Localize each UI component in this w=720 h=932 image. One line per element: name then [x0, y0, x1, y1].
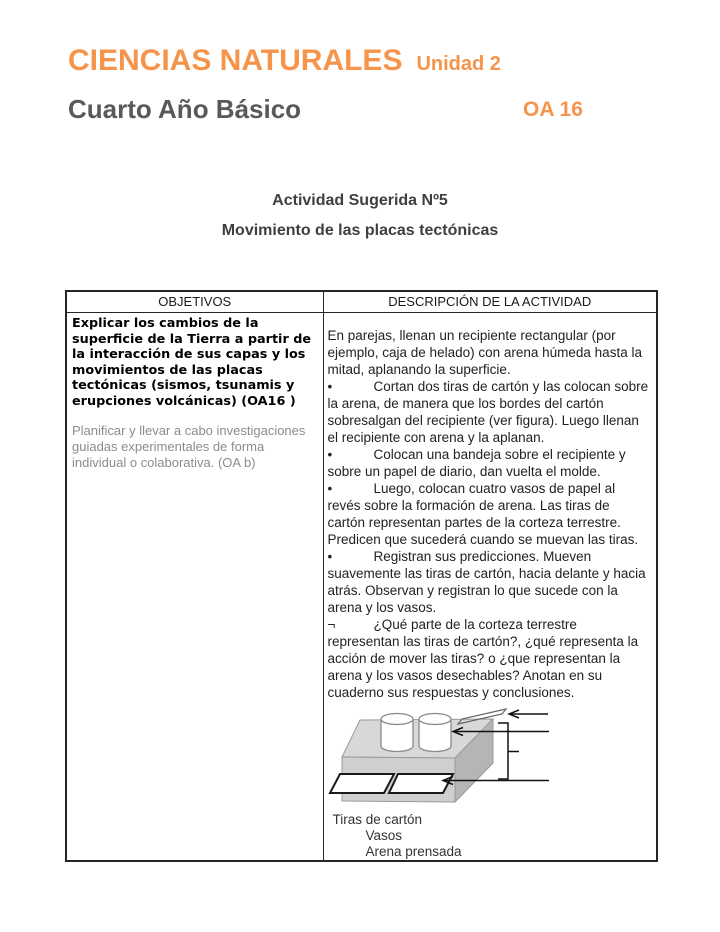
objective-secondary-text: Planificar y llevar a cabo investigaciones guiadas experimentales de forma individual o colaborativa. (OA b) [72, 422, 306, 470]
activity-table [65, 290, 658, 862]
description-bullet [328, 446, 651, 480]
objective-main-text: Explicar los cambios de la superficie de la Tierra a partir de la interacción de sus capas y los movimientos de las placas tectónicas (sismos, tsunamis y erupciones volcánicas) (OA16 ) [72, 316, 312, 409]
table-body-row [66, 313, 657, 862]
activity-title: Actividad Sugerida Nº5 [272, 192, 448, 209]
description-cell [323, 313, 657, 862]
bullet-marker: • [327, 379, 333, 394]
oa-code-badge: OA 16 [523, 98, 583, 121]
paper-cup-icon [419, 714, 451, 752]
paper-cup-icon [381, 714, 413, 752]
description-intro: En parejas, llenan un recipiente rectangular (por ejemplo, caja de helado) con arena húmeda hasta la mitad, aplanando la superficie. [327, 328, 642, 377]
bullet-text: Cortan dos tiras de cartón y las colocan sobre la arena, de manera que los bordes del cartón sobresalgan del recipiente (ver figura). Luego llenan el recipiente con arena y la aplanan. [327, 379, 649, 445]
description-bullet [328, 480, 651, 548]
bullet-text: Colocan una bandeja sobre el recipiente y sobre un papel de diario, dan vuelta el molde. [327, 447, 626, 479]
grade-title: Cuarto Año Básico [68, 94, 302, 124]
cardboard-strip-icon [389, 774, 453, 793]
column-header-objetivos: OBJETIVOS [66, 291, 323, 313]
unit-label: Unidad 2 [416, 53, 501, 75]
course-title: CIENCIAS NATURALES [68, 44, 403, 77]
table-header-row [66, 291, 657, 313]
objectives-cell [66, 313, 323, 862]
figure-labels [328, 812, 651, 860]
experiment-figure [326, 706, 659, 810]
figure-label: Vasos [365, 828, 403, 843]
bullet-marker: • [327, 549, 333, 564]
bullet-marker: • [327, 481, 333, 496]
arrow-to-top-strip-icon [509, 710, 548, 718]
description-bullet [328, 616, 651, 701]
bullet-marker: ¬ [327, 617, 336, 632]
activity-subtitle: Movimiento de las placas tectónicas [221, 222, 499, 239]
figure-label: Tiras de cartón [332, 812, 423, 827]
figure-label: Arena prensada [365, 844, 462, 859]
document-header [68, 44, 501, 78]
description-bullet [328, 378, 651, 446]
bullet-text: Luego, colocan cuatro vasos de papel al revés sobre la formación de arena. Las tiras de cartón representan partes de la corteza terrestre. Predicen que sucederá cuando se muevan las tiras. [327, 481, 639, 547]
activity-table-container [65, 290, 656, 862]
description-bullet-list [328, 378, 651, 701]
column-header-descripcion: DESCRIPCIÓN DE LA ACTIVIDAD [323, 291, 657, 313]
bullet-marker: • [327, 447, 333, 462]
bullet-text: ¿Qué parte de la corteza terrestre representan las tiras de cartón?, ¿qué representa la acción de mover las tiras? o ¿que representan la arena y los vasos desechables? Anotan en su cuaderno sus respuestas y conclusiones. [327, 617, 639, 700]
bullet-text: Registran sus predicciones. Mueven suavemente las tiras de cartón, hacia delante y hacia atrás. Observan y registran lo que sucede con la arena y los vasos. [327, 549, 646, 615]
description-bullet [328, 548, 651, 616]
cardboard-strip-icon [330, 774, 394, 793]
